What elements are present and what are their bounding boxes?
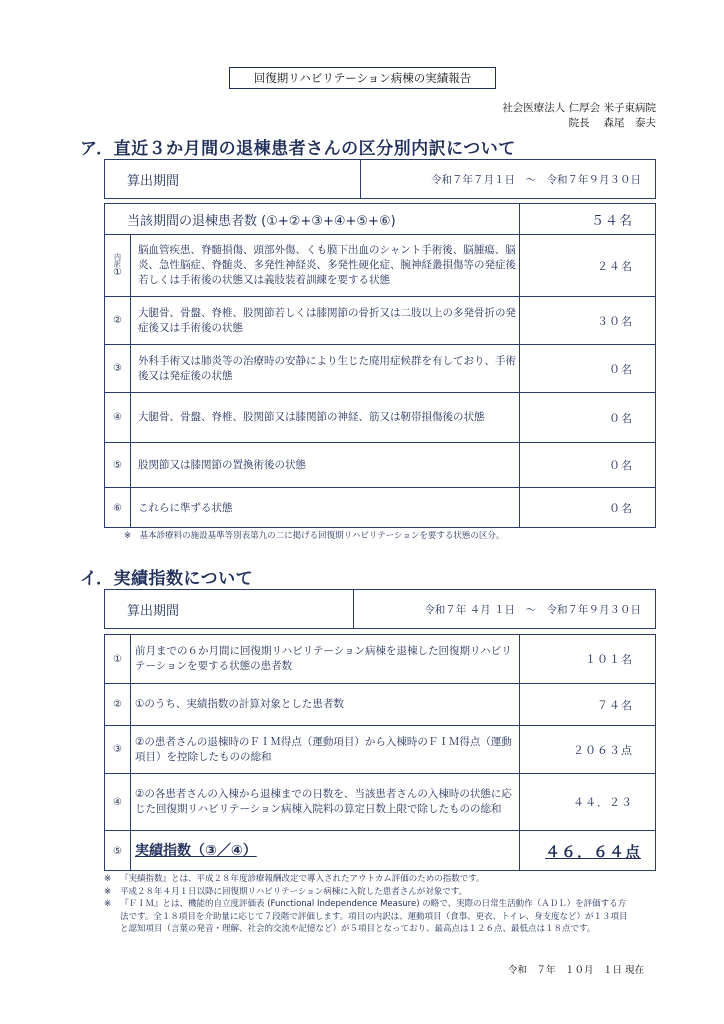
table-row: [105, 487, 655, 528]
performance-index-value: ４６．６４点: [519, 831, 655, 871]
row-value: １０１名: [519, 635, 655, 683]
row-value: ０名: [519, 345, 655, 392]
row-value: ０名: [519, 488, 655, 528]
row-description: ①のうち、実績指数の計算対象とした患者数: [135, 698, 344, 710]
row-description: ②の患者さんの退棟時のＦＩＭ得点（運動項目）から入棟時のＦＩＭ得点（運動項目）を控除したものの総和: [135, 735, 512, 763]
row-value: ２０６３点: [519, 726, 655, 773]
footer-date: 令和 ７年 １０月 １日 現在: [507, 965, 644, 976]
total-row: [105, 204, 655, 234]
table-row: [105, 344, 655, 392]
row-value: ４４．２３: [519, 774, 655, 830]
section-a-period-table: [104, 159, 656, 199]
divider: [353, 590, 354, 628]
row-description: 大腿骨、骨盤、脊椎、股関節若しくは膝関節の骨折又は二肢以上の多発骨折の発症後又は手術後の状態: [138, 306, 516, 334]
row-number: ②: [105, 297, 131, 344]
table-row: [105, 773, 655, 830]
row-number: 内訳 ①: [105, 235, 131, 296]
row-number: ③: [105, 726, 131, 773]
organization-block: [502, 101, 656, 131]
table-row: [105, 234, 655, 296]
table-row: [105, 683, 655, 725]
table-row: [105, 830, 655, 871]
period-value: 令和７年７月１日 ～ 令和７年９月３０日: [431, 173, 641, 186]
note-item: ※ 『ＦＩＭ』とは、機能的自立度評価表 (Functional Independence Measure) の略で、実際の日常生活動作（ＡＤＬ）を評価する方法です。全１８項目を介助量に応じて７段階で評価します。項目の内訳は、運動項目（食事、更衣、トイレ、身支度など）が１３項目と認知項目（言葉の発音・理解、社会的交流や記憶など）が５項目となっており、最高点は１２６点、最低点は１８点です。: [104, 899, 628, 934]
section-b-heading: イ．実績指数について: [80, 569, 254, 589]
divider: [360, 160, 361, 198]
section-b-notes: [104, 873, 634, 936]
row-value: ７４名: [519, 684, 655, 725]
section-a-note: ※ 基本診療料の施設基準等別表第九の二に掲げる回復期リハビリテーションを要する状態の区分。: [124, 531, 505, 541]
row-description: 前月までの６か月間に回復期リハビリテーション病棟を退棟した回復期リハビリテーションを要する状態の患者数: [135, 645, 512, 672]
row-number: ②: [105, 684, 131, 725]
row-description: 外科手術又は肺炎等の治療時の安静により生じた廃用症候群を有しており、手術後又は発症後の状態: [138, 354, 516, 382]
performance-index-label: 実績指数（③／④）: [135, 842, 257, 859]
row-description: 股関節又は膝関節の置換術後の状態: [138, 458, 306, 471]
row-number: ④: [105, 393, 131, 442]
row-number: ④: [105, 774, 131, 830]
row-number: ⑥: [105, 488, 131, 528]
row-value: ０名: [519, 443, 655, 487]
table-row: [105, 635, 655, 683]
period-label: 算出期間: [127, 603, 180, 619]
document-title: 回復期リハビリテーション病棟の実績報告: [229, 67, 496, 89]
row-number: ⑤: [105, 443, 131, 487]
row-number: ①: [105, 635, 131, 683]
row-value: ２４名: [519, 235, 655, 296]
row-value: ３０名: [519, 297, 655, 344]
row-number: ③: [105, 345, 131, 392]
table-row: [105, 442, 655, 487]
row-description: これらに準ずる状態: [138, 501, 233, 514]
table-row: [105, 296, 655, 344]
row-description: ②の各患者さんの入棟から退棟までの日数を、当該患者さんの入棟時の状態に応じた回復期リハビリテーション病棟入院料の算定日数上限で除したものの総和: [135, 788, 512, 815]
period-value: 令和７年 ４月 １日 ～ 令和７年９月３０日: [424, 603, 641, 616]
director-name: 院長 森尾 泰夫: [568, 117, 656, 129]
table-row: [105, 392, 655, 442]
organization-name: 社会医療法人 仁厚会 米子東病院: [502, 102, 656, 114]
note-item: ※ 平成２８年４月１日以降に回復期リハビリテーション病棟に入院した患者さんが対象です。: [104, 886, 468, 897]
breakdown-mark: 内訳: [113, 253, 122, 267]
note-item: ※ 『実績指数』とは、平成２８年度診療報酬改定で導入されたアウトカム評価のための指数です。: [104, 874, 485, 884]
row-value: ０名: [519, 393, 655, 442]
table-row: [105, 725, 655, 773]
section-a-heading: ア．直近３か月間の退棟患者さんの区分別内訳について: [80, 139, 516, 159]
section-b-period-table: [104, 589, 656, 629]
total-value: ５４名: [519, 204, 655, 234]
total-label: 当該期間の退棟患者数 (①+②+③+④+⑤+⑥): [127, 213, 396, 229]
period-label: 算出期間: [127, 173, 180, 189]
section-b-index-table: [104, 634, 656, 871]
row-description: 大腿骨、骨盤、脊椎、股関節又は膝関節の神経、筋又は靭帯損傷後の状態: [138, 411, 485, 423]
row-number: ⑤: [105, 831, 131, 871]
section-a-breakdown-table: [104, 203, 656, 528]
row-description: 脳血管疾患、脊髄損傷、頭部外傷、くも膜下出血のシャント手術後、脳腫瘍、脳炎、急性脳症、脊髄炎、多発性神経炎、多発性硬化症、腕神経叢損傷等の発症後若しくは手術後の状態又は義肢装着訓練を要する状態: [138, 244, 516, 286]
